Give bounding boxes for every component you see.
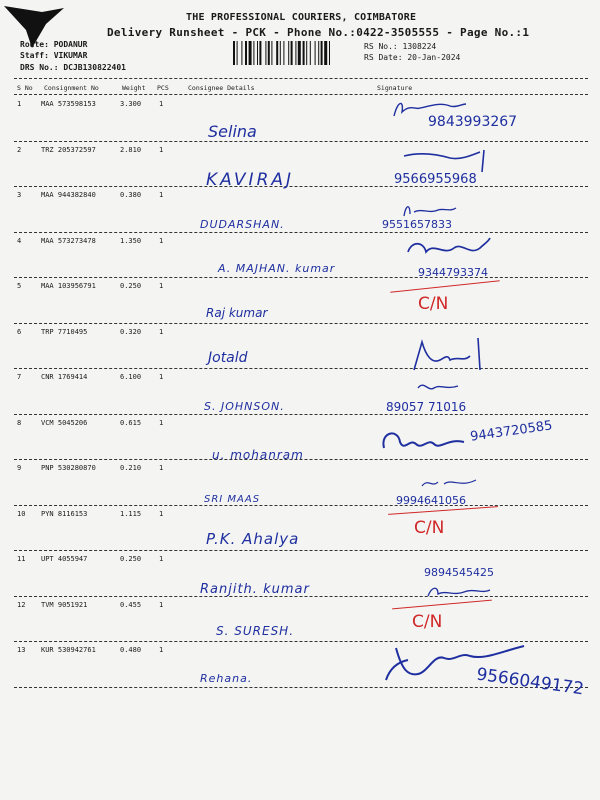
consignee-handwriting-4: A. MAJHAN. kumar bbox=[218, 262, 336, 275]
row-pcs: 1 bbox=[159, 100, 164, 108]
signature-number-2: 9566955968 bbox=[394, 172, 477, 187]
consignee-handwriting-3: DUDARSHAN. bbox=[200, 218, 285, 231]
row-pcs: 1 bbox=[159, 236, 164, 245]
consignee-handwriting-11: Ranjith. kumar bbox=[200, 582, 310, 597]
row-consignment-number: MAA 573273478 bbox=[41, 236, 96, 245]
staff-label: Staff: VIKUMAR bbox=[20, 51, 88, 60]
signature-scribble-8 bbox=[378, 424, 468, 458]
col-head-signature: Signature bbox=[377, 84, 413, 92]
row-sno: 13 bbox=[17, 646, 26, 654]
row-divider bbox=[14, 414, 588, 415]
row-sno: 12 bbox=[17, 600, 26, 609]
row-weight: 1.350 bbox=[120, 236, 142, 245]
row-consignment-number: PYN 8116153 bbox=[41, 509, 88, 518]
row-divider bbox=[14, 277, 588, 278]
row-divider bbox=[14, 186, 588, 187]
consignee-handwriting-13: Rehana. bbox=[200, 672, 253, 685]
row-divider bbox=[14, 141, 588, 142]
row-divider bbox=[14, 550, 588, 551]
row-sno: 9 bbox=[17, 464, 22, 472]
rs-number: RS No.: 1308224 bbox=[364, 42, 437, 51]
header-divider-top bbox=[14, 78, 588, 79]
drs-number: DRS No.: DCJB130822401 bbox=[20, 63, 126, 72]
row-sno: 4 bbox=[17, 236, 22, 245]
row-pcs: 1 bbox=[159, 646, 164, 654]
signature-number-11: 9894545425 bbox=[424, 566, 494, 579]
signature-scribble-11 bbox=[424, 584, 494, 600]
row-divider bbox=[14, 323, 588, 324]
cn-mark-5: C/N bbox=[418, 294, 449, 314]
consignee-handwriting-1: Selina bbox=[208, 122, 257, 141]
row-consignment-number: UPT 4055947 bbox=[41, 555, 88, 563]
row-sno: 6 bbox=[17, 327, 22, 336]
row-weight: 1.115 bbox=[120, 509, 142, 518]
row-weight: 0.250 bbox=[120, 555, 142, 563]
row-consignment-number: MAA 573598153 bbox=[41, 100, 96, 108]
col-head-weight: Weight bbox=[122, 84, 146, 92]
row-consignment-number: TRZ 205372597 bbox=[41, 145, 96, 154]
row-weight: 6.100 bbox=[120, 373, 142, 381]
row-consignment-number: TVM 9051921 bbox=[41, 600, 88, 609]
row-pcs: 1 bbox=[159, 555, 164, 563]
row-pcs: 1 bbox=[159, 282, 164, 290]
row-sno: 8 bbox=[17, 418, 22, 427]
consignee-handwriting-2: KAVIRAJ bbox=[206, 170, 295, 190]
row-sno: 3 bbox=[17, 191, 22, 199]
signature-scribble-6 bbox=[408, 336, 498, 376]
signature-number-4: 9344793374 bbox=[418, 266, 488, 279]
col-head-consignee: Consignee Details bbox=[188, 84, 255, 92]
consignee-handwriting-5: Raj kumar bbox=[206, 306, 268, 320]
row-consignment-number: PNP 530280870 bbox=[41, 464, 96, 472]
col-head-pcs: PCS bbox=[157, 84, 169, 92]
row-divider bbox=[14, 232, 588, 233]
signature-number-1: 9843993267 bbox=[428, 114, 518, 130]
row-sno: 2 bbox=[17, 145, 22, 154]
row-pcs: 1 bbox=[159, 464, 164, 472]
signature-number-7: 89057 71016 bbox=[386, 400, 467, 414]
signature-number-3: 9551657833 bbox=[382, 218, 452, 231]
signature-scribble-4 bbox=[404, 238, 494, 264]
row-consignment-number: TRP 7710495 bbox=[41, 327, 88, 336]
cn-mark-12: C/N bbox=[412, 612, 443, 632]
row-sno: 10 bbox=[17, 509, 26, 518]
row-pcs: 1 bbox=[159, 327, 164, 336]
col-head-consignment: Consignment No bbox=[44, 84, 99, 92]
row-weight: 0.320 bbox=[120, 327, 142, 336]
consignee-handwriting-9: SRI MAAS bbox=[204, 494, 261, 505]
row-pcs: 1 bbox=[159, 418, 164, 427]
barcode bbox=[233, 41, 358, 65]
cn-underline-12 bbox=[392, 600, 492, 610]
header-divider-bottom bbox=[14, 94, 588, 95]
row-sno: 5 bbox=[17, 282, 22, 290]
row-divider bbox=[14, 505, 588, 506]
row-sno: 11 bbox=[17, 555, 26, 563]
col-head-sno: S No bbox=[17, 84, 33, 92]
consignee-handwriting-8: u. mohanram bbox=[212, 448, 304, 462]
row-weight: 0.480 bbox=[120, 646, 142, 654]
row-weight: 0.250 bbox=[120, 282, 142, 290]
route-label: Route: PODANUR bbox=[20, 40, 88, 49]
signature-scribble-9 bbox=[420, 474, 480, 492]
cn-underline-10 bbox=[388, 506, 498, 515]
row-pcs: 1 bbox=[159, 373, 164, 381]
cn-mark-10: C/N bbox=[414, 518, 445, 538]
row-weight: 0.455 bbox=[120, 600, 142, 609]
company-title: THE PROFESSIONAL COURIERS, COIMBATORE bbox=[186, 12, 417, 23]
row-pcs: 1 bbox=[159, 600, 164, 609]
signature-number-13: 9566049172 bbox=[475, 664, 586, 700]
signature-scribble-7 bbox=[414, 378, 464, 398]
row-consignment-number: CNR 1769414 bbox=[41, 373, 88, 381]
rs-date: RS Date: 20-Jan-2024 bbox=[364, 53, 461, 62]
consignee-handwriting-12: S. SURESH. bbox=[216, 624, 295, 638]
row-weight: 0.380 bbox=[120, 191, 142, 199]
runsheet-title: Delivery Runsheet - PCK - Phone No.:0422-3505555 - Page No.:1 bbox=[107, 26, 530, 39]
row-weight: 0.210 bbox=[120, 464, 142, 472]
consignee-handwriting-7: S. JOHNSON. bbox=[204, 400, 285, 413]
row-consignment-number: MAA 103956791 bbox=[41, 282, 96, 290]
signature-number-9: 9994641056 bbox=[396, 494, 466, 507]
row-weight: 0.615 bbox=[120, 418, 142, 427]
row-pcs: 1 bbox=[159, 191, 164, 199]
cn-underline-5 bbox=[390, 280, 500, 292]
row-consignment-number: VCM 5045206 bbox=[41, 418, 88, 427]
consignee-handwriting-6: Jotald bbox=[208, 350, 248, 366]
row-divider bbox=[14, 368, 588, 369]
signature-number-8: 9443720585 bbox=[469, 418, 554, 445]
row-pcs: 1 bbox=[159, 145, 164, 154]
row-sno: 1 bbox=[17, 100, 22, 108]
row-sno: 7 bbox=[17, 373, 22, 381]
row-pcs: 1 bbox=[159, 509, 164, 518]
row-weight: 3.300 bbox=[120, 100, 142, 108]
row-consignment-number: KUR 530942761 bbox=[41, 646, 96, 654]
consignee-handwriting-10: P.K. Ahalya bbox=[206, 530, 300, 548]
row-consignment-number: MAA 944382840 bbox=[41, 191, 96, 199]
row-weight: 2.810 bbox=[120, 145, 142, 154]
